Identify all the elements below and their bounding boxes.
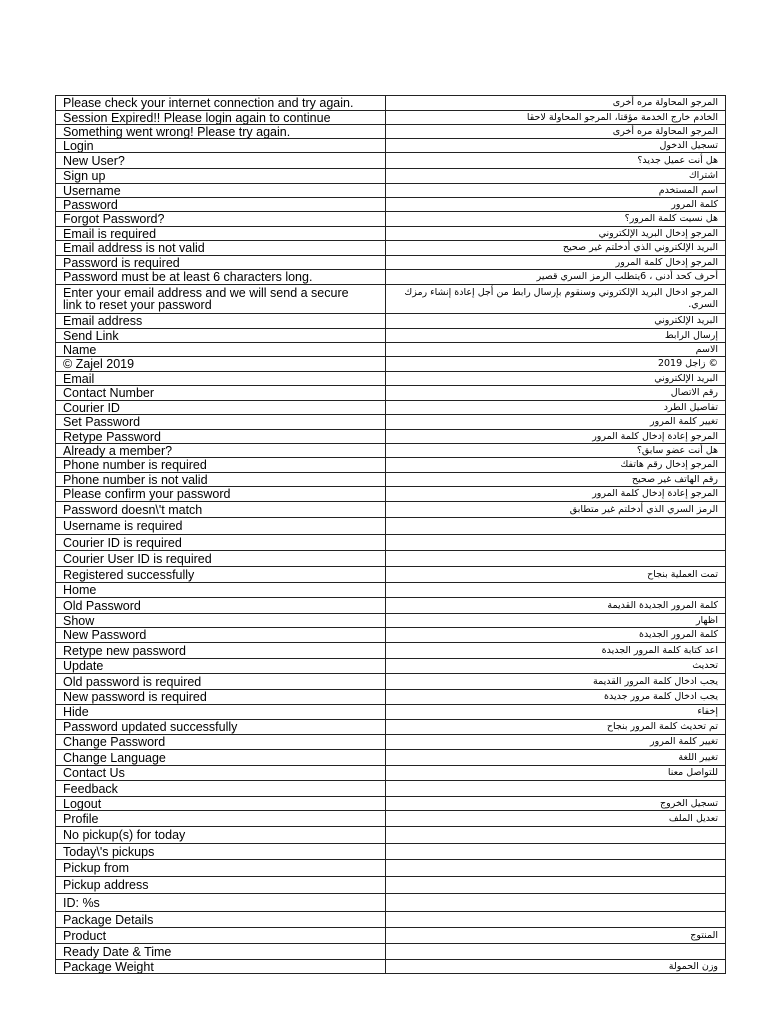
arabic-translation-cell: تحديث (386, 659, 726, 674)
arabic-translation-cell: هل أنت عميل جديد؟ (386, 153, 726, 169)
table-row (56, 139, 726, 153)
arabic-translation-cell: البريد الإلكتروني (386, 314, 726, 329)
table-row (56, 766, 726, 781)
english-string-cell: Change Password (56, 735, 386, 750)
english-string-cell: Password updated successfully (56, 720, 386, 735)
arabic-translation-cell (386, 844, 726, 860)
arabic-translation-cell: إخفاء (386, 705, 726, 720)
table-row (56, 535, 726, 551)
arabic-translation-cell: إرسال الرابط (386, 329, 726, 343)
table-row (56, 198, 726, 212)
english-string-cell: Logout (56, 797, 386, 811)
arabic-translation-cell: المنتوج (386, 928, 726, 944)
arabic-translation-cell: أحرف كحد أدنى ، 6يتطلب الرمز السري قصير (386, 270, 726, 285)
table-row (56, 912, 726, 928)
arabic-translation-cell: تغيير اللغة (386, 750, 726, 766)
arabic-translation-cell: تم تحديث كلمة المرور بنجاح (386, 720, 726, 735)
english-string-cell: Please check your internet connection and try again. (56, 96, 386, 111)
table-row (56, 928, 726, 944)
english-string-cell: Username is required (56, 518, 386, 535)
table-row (56, 797, 726, 811)
table-row (56, 811, 726, 827)
english-string-cell: Old password is required (56, 674, 386, 690)
english-string-cell: © Zajel 2019 (56, 357, 386, 372)
arabic-translation-cell (386, 877, 726, 894)
table-row (56, 781, 726, 797)
english-string-cell: Please confirm your password (56, 487, 386, 502)
table-row (56, 487, 726, 502)
english-string-cell: Pickup address (56, 877, 386, 894)
english-string-cell: Courier User ID is required (56, 551, 386, 567)
arabic-translation-cell: المرجو إدخال كلمة المرور (386, 256, 726, 270)
english-string-cell: Profile (56, 811, 386, 827)
table-row (56, 894, 726, 912)
english-string-cell: Contact Us (56, 766, 386, 781)
arabic-translation-cell: الاسم (386, 343, 726, 357)
table-row (56, 844, 726, 860)
english-string-cell: Retype Password (56, 430, 386, 444)
arabic-translation-cell (386, 518, 726, 535)
english-string-cell: Registered successfully (56, 567, 386, 583)
table-row (56, 227, 726, 241)
arabic-translation-cell: للتواصل معنا (386, 766, 726, 781)
arabic-translation-cell: كلمة المرور الجديدة القديمة (386, 598, 726, 614)
arabic-translation-cell: المرجو ادخال البريد الإلكتروني وسنقوم بإرسال رابط من أجل إعادة إنشاء رمزك السري. (386, 285, 726, 314)
english-string-cell: Username (56, 184, 386, 198)
english-string-cell: Send Link (56, 329, 386, 343)
english-string-cell: Email address is not valid (56, 241, 386, 256)
english-string-cell: Enter your email address and we will send a secure link to reset your password (56, 285, 386, 314)
arabic-translation-cell: تمت العملية بنجاح (386, 567, 726, 583)
table-row (56, 628, 726, 643)
english-string-cell: Today\'s pickups (56, 844, 386, 860)
arabic-translation-cell: تسجيل الدخول (386, 139, 726, 153)
english-string-cell: Update (56, 659, 386, 674)
arabic-translation-cell: كلمة المرور (386, 198, 726, 212)
english-string-cell: Home (56, 583, 386, 598)
translation-table (55, 95, 726, 974)
english-string-cell: Change Language (56, 750, 386, 766)
table-row (56, 458, 726, 473)
table-row (56, 270, 726, 285)
english-string-cell: Pickup from (56, 860, 386, 877)
table-row (56, 415, 726, 430)
english-string-cell: Password is required (56, 256, 386, 270)
english-string-cell: New password is required (56, 690, 386, 705)
table-row (56, 473, 726, 487)
english-string-cell: Feedback (56, 781, 386, 797)
arabic-translation-cell: يجب ادخال كلمة مرور جديدة (386, 690, 726, 705)
table-row (56, 659, 726, 674)
english-string-cell: ID: %s (56, 894, 386, 912)
arabic-translation-cell: © زاجل 2019 (386, 357, 726, 372)
arabic-translation-cell: المرجو إدخال رقم هاتفك (386, 458, 726, 473)
arabic-translation-cell (386, 781, 726, 797)
arabic-translation-cell: هل أنت عضو سابق؟ (386, 444, 726, 458)
arabic-translation-cell (386, 894, 726, 912)
arabic-translation-cell: وزن الحمولة (386, 960, 726, 974)
arabic-translation-cell (386, 912, 726, 928)
arabic-translation-cell: الخادم خارج الخدمة مؤقتا، المرجو المحاولة لاحقا (386, 111, 726, 125)
arabic-translation-cell: الرمز السري الذي أدخلتم غير متطابق (386, 502, 726, 518)
english-string-cell: Courier ID (56, 401, 386, 415)
arabic-translation-cell: المرجو إدخال البريد الإلكتروني (386, 227, 726, 241)
english-string-cell: Contact Number (56, 386, 386, 401)
english-string-cell: Sign up (56, 169, 386, 184)
table-row (56, 256, 726, 270)
table-row (56, 314, 726, 329)
english-string-cell: New User? (56, 153, 386, 169)
english-string-cell: Show (56, 614, 386, 628)
english-string-cell: Email is required (56, 227, 386, 241)
table-row (56, 567, 726, 583)
translation-table-body (56, 96, 726, 974)
arabic-translation-cell: المرجو إعادة إدخال كلمة المرور (386, 430, 726, 444)
english-string-cell: Old Password (56, 598, 386, 614)
arabic-translation-cell: كلمة المرور الجديدة (386, 628, 726, 643)
english-string-cell: Product (56, 928, 386, 944)
table-row (56, 750, 726, 766)
arabic-translation-cell: اظهار (386, 614, 726, 628)
english-string-cell: Email address (56, 314, 386, 329)
table-row (56, 153, 726, 169)
english-string-cell: New Password (56, 628, 386, 643)
english-string-cell: Name (56, 343, 386, 357)
arabic-translation-cell: رقم الاتصال (386, 386, 726, 401)
arabic-translation-cell: تسجيل الخروج (386, 797, 726, 811)
arabic-translation-cell (386, 535, 726, 551)
arabic-translation-cell (386, 827, 726, 844)
english-string-cell: Ready Date & Time (56, 944, 386, 960)
table-row (56, 944, 726, 960)
english-string-cell: Password must be at least 6 characters long. (56, 270, 386, 285)
table-row (56, 111, 726, 125)
arabic-translation-cell: البريد الإلكتروني الذي أدخلتم غير صحيح (386, 241, 726, 256)
table-row (56, 960, 726, 974)
table-row (56, 614, 726, 628)
arabic-translation-cell: اعد كتابة كلمة المرور الجديدة (386, 643, 726, 659)
table-row (56, 827, 726, 844)
arabic-translation-cell: تغيير كلمة المرور (386, 415, 726, 430)
table-row (56, 598, 726, 614)
table-row (56, 241, 726, 256)
english-string-cell: Package Details (56, 912, 386, 928)
english-string-cell: Hide (56, 705, 386, 720)
arabic-translation-cell: رقم الهاتف غير صحيح (386, 473, 726, 487)
english-string-cell: Phone number is required (56, 458, 386, 473)
english-string-cell: Session Expired!! Please login again to continue (56, 111, 386, 125)
english-string-cell: Password doesn\'t match (56, 502, 386, 518)
arabic-translation-cell (386, 860, 726, 877)
table-row (56, 877, 726, 894)
english-string-cell: Forgot Password? (56, 212, 386, 227)
table-row (56, 735, 726, 750)
arabic-translation-cell: تعديل الملف (386, 811, 726, 827)
table-row (56, 212, 726, 227)
arabic-translation-cell (386, 944, 726, 960)
table-row (56, 386, 726, 401)
arabic-translation-cell: المرجو المحاولة مره أخرى (386, 96, 726, 111)
table-row (56, 674, 726, 690)
table-row (56, 169, 726, 184)
english-string-cell: Package Weight (56, 960, 386, 974)
table-row (56, 444, 726, 458)
table-row (56, 705, 726, 720)
table-row (56, 518, 726, 535)
table-row (56, 690, 726, 705)
english-string-cell: Password (56, 198, 386, 212)
english-string-cell: Courier ID is required (56, 535, 386, 551)
arabic-translation-cell: البريد الإلكتروني (386, 372, 726, 386)
table-row (56, 184, 726, 198)
table-row (56, 357, 726, 372)
table-row (56, 329, 726, 343)
english-string-cell: Login (56, 139, 386, 153)
table-row (56, 343, 726, 357)
table-row (56, 720, 726, 735)
arabic-translation-cell: تغيير كلمة المرور (386, 735, 726, 750)
arabic-translation-cell: يجب ادخال كلمة المرور القديمة (386, 674, 726, 690)
table-row (56, 125, 726, 139)
english-string-cell: Retype new password (56, 643, 386, 659)
table-row (56, 372, 726, 386)
arabic-translation-cell: اسم المستخدم (386, 184, 726, 198)
english-string-cell: Something went wrong! Please try again. (56, 125, 386, 139)
table-row (56, 860, 726, 877)
table-row (56, 583, 726, 598)
table-row (56, 401, 726, 415)
table-row (56, 285, 726, 314)
english-string-cell: Email (56, 372, 386, 386)
arabic-translation-cell (386, 551, 726, 567)
table-row (56, 643, 726, 659)
arabic-translation-cell: تفاصيل الطرد (386, 401, 726, 415)
english-string-cell: No pickup(s) for today (56, 827, 386, 844)
arabic-translation-cell: هل نسيت كلمة المرور؟ (386, 212, 726, 227)
arabic-translation-cell: اشتراك (386, 169, 726, 184)
table-row (56, 502, 726, 518)
english-string-cell: Already a member? (56, 444, 386, 458)
english-string-cell: Set Password (56, 415, 386, 430)
arabic-translation-cell: المرجو المحاولة مره أخرى (386, 125, 726, 139)
table-row (56, 96, 726, 111)
arabic-translation-cell: المرجو إعادة إدخال كلمة المرور (386, 487, 726, 502)
table-row (56, 551, 726, 567)
table-row (56, 430, 726, 444)
arabic-translation-cell (386, 583, 726, 598)
english-string-cell: Phone number is not valid (56, 473, 386, 487)
